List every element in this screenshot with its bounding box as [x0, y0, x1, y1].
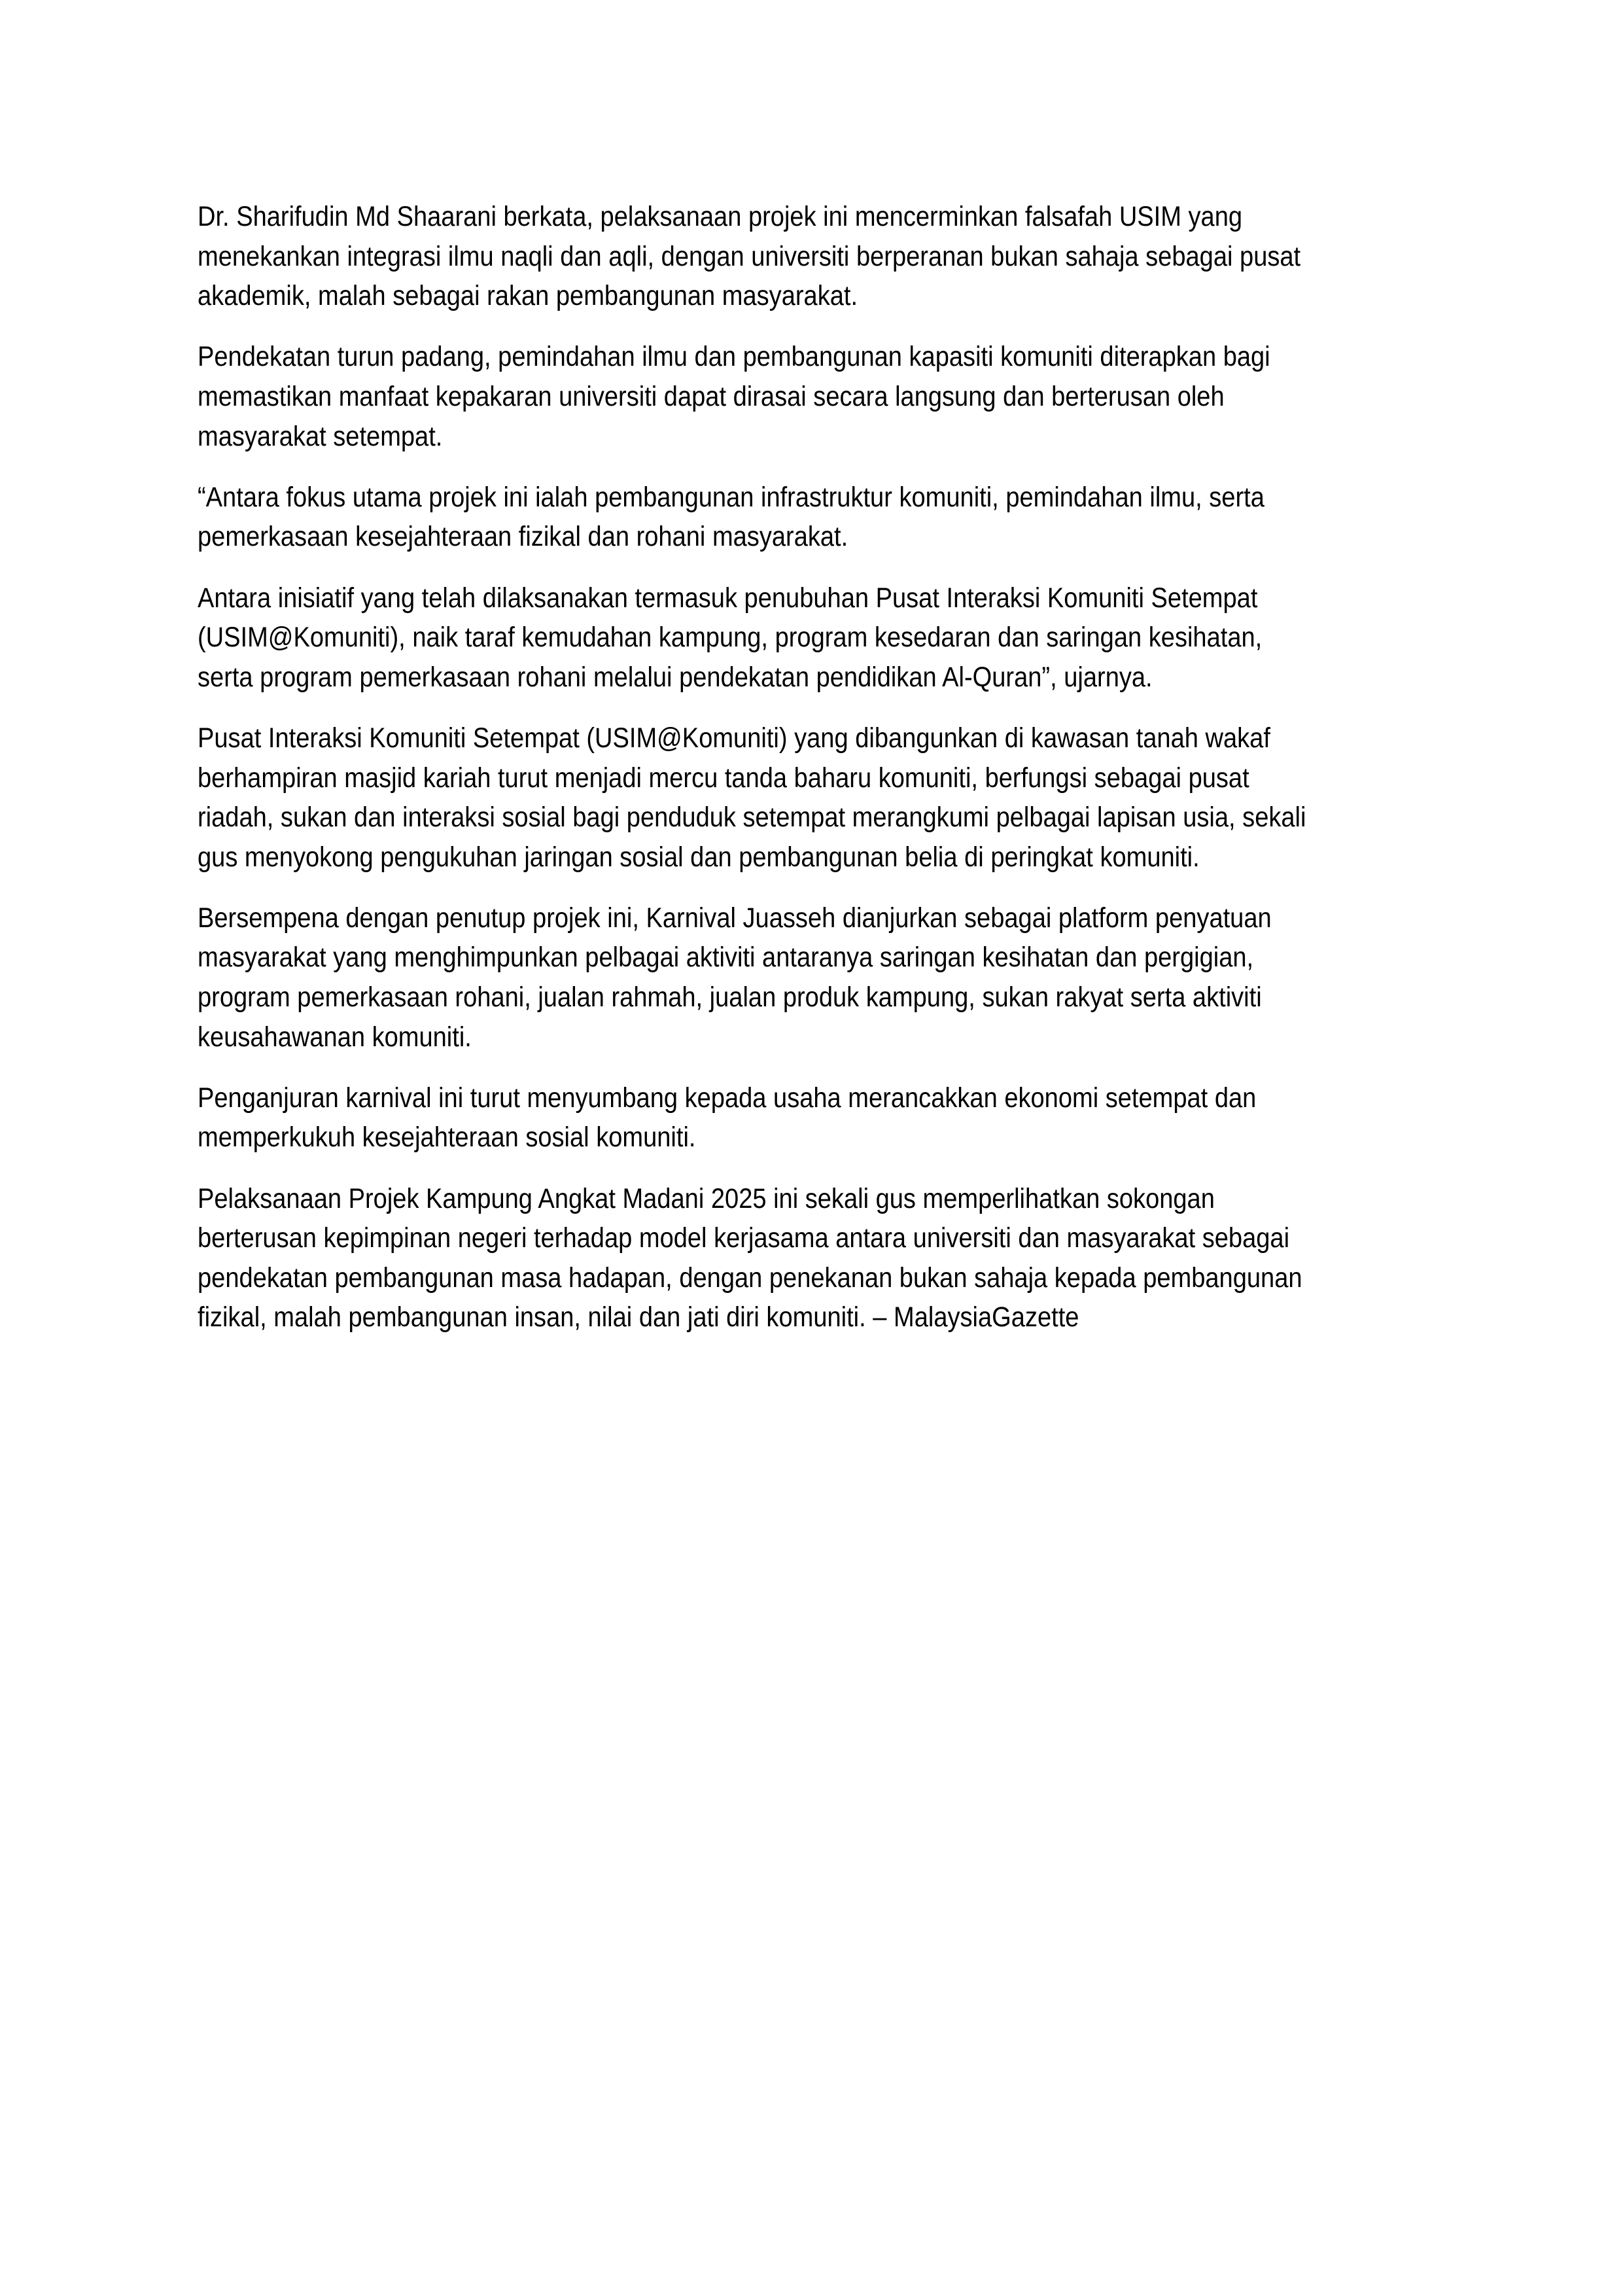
text-line: memastikan manfaat kepakaran universiti dapat dirasai secara langsung dan berterusan oleh: [198, 380, 1225, 412]
text-line: masyarakat setempat.: [198, 420, 443, 452]
text-line: riadah, sukan dan interaksi sosial bagi penduduk setempat merangkumi pelbagai lapisan usia, sekali: [198, 802, 1306, 834]
text-line: masyarakat yang menghimpunkan pelbagai aktiviti antaranya saringan kesihatan dan pergigian,: [198, 942, 1254, 974]
paragraph-4: [198, 578, 1440, 698]
text-line: program pemerkasaan rohani, jualan rahmah, jualan produk kampung, sukan rakyat serta aktiviti: [198, 981, 1262, 1014]
text-line: keusahawanan komuniti.: [198, 1021, 472, 1053]
text-line: “Antara fokus utama projek ini ialah pembangunan infrastruktur komuniti, pemindahan ilmu, serta: [198, 481, 1265, 513]
paragraph-2: [198, 337, 1440, 456]
paragraph-7: [198, 1078, 1440, 1157]
text-line: Bersempena dengan penutup projek ini, Karnival Juasseh dianjurkan sebagai platform penyatuan: [198, 902, 1272, 934]
paragraph-6: [198, 898, 1440, 1057]
text-line: berterusan kepimpinan negeri terhadap model kerjasama antara universiti dan masyarakat sebagai: [198, 1222, 1290, 1254]
text-line: fizikal, malah pembangunan insan, nilai dan jati diri komuniti. – MalaysiaGazette: [198, 1301, 1079, 1333]
text-line: memperkukuh kesejahteraan sosial komuniti.: [198, 1122, 696, 1154]
paragraph-5: [198, 718, 1440, 877]
paragraph-1: [198, 197, 1440, 316]
text-line: Pendekatan turun padang, pemindahan ilmu dan pembangunan kapasiti komuniti diterapkan bagi: [198, 341, 1270, 373]
text-line: Pusat Interaksi Komuniti Setempat (USIM@Komuniti) yang dibangunkan di kawasan tanah wakaf: [198, 722, 1270, 754]
text-line: (USIM@Komuniti), naik taraf kemudahan kampung, program kesedaran dan saringan kesihatan,: [198, 622, 1263, 654]
article-body: [198, 197, 1440, 1359]
paragraph-8: [198, 1179, 1440, 1337]
text-line: Penganjuran karnival ini turut menyumbang kepada usaha merancakkan ekonomi setempat dan: [198, 1082, 1257, 1114]
text-line: akademik, malah sebagai rakan pembangunan masyarakat.: [198, 280, 858, 312]
text-line: menekankan integrasi ilmu naqli dan aqli, dengan universiti berperanan bukan sahaja sebagai pusat: [198, 240, 1301, 272]
text-line: Dr. Sharifudin Md Shaarani berkata, pelaksanaan projek ini mencerminkan falsafah USIM yang: [198, 201, 1243, 232]
text-line: berhampiran masjid kariah turut menjadi mercu tanda baharu komuniti, berfungsi sebagai pusat: [198, 762, 1249, 794]
text-line: pendekatan pembangunan masa hadapan, dengan penekanan bukan sahaja kepada pembangunan: [198, 1262, 1302, 1294]
text-line: pemerkasaan kesejahteraan fizikal dan rohani masyarakat.: [198, 521, 848, 553]
paragraph-3: [198, 478, 1440, 557]
text-line: Pelaksanaan Projek Kampung Angkat Madani 2025 ini sekali gus memperlihatkan sokongan: [198, 1182, 1215, 1214]
text-line: gus menyokong pengukuhan jaringan sosial dan pembangunan belia di peringkat komuniti.: [198, 841, 1200, 873]
text-line: serta program pemerkasaan rohani melalui pendekatan pendidikan Al-Quran”, ujarnya.: [198, 661, 1153, 693]
text-line: Antara inisiatif yang telah dilaksanakan termasuk penubuhan Pusat Interaksi Komuniti Setempat: [198, 582, 1258, 614]
